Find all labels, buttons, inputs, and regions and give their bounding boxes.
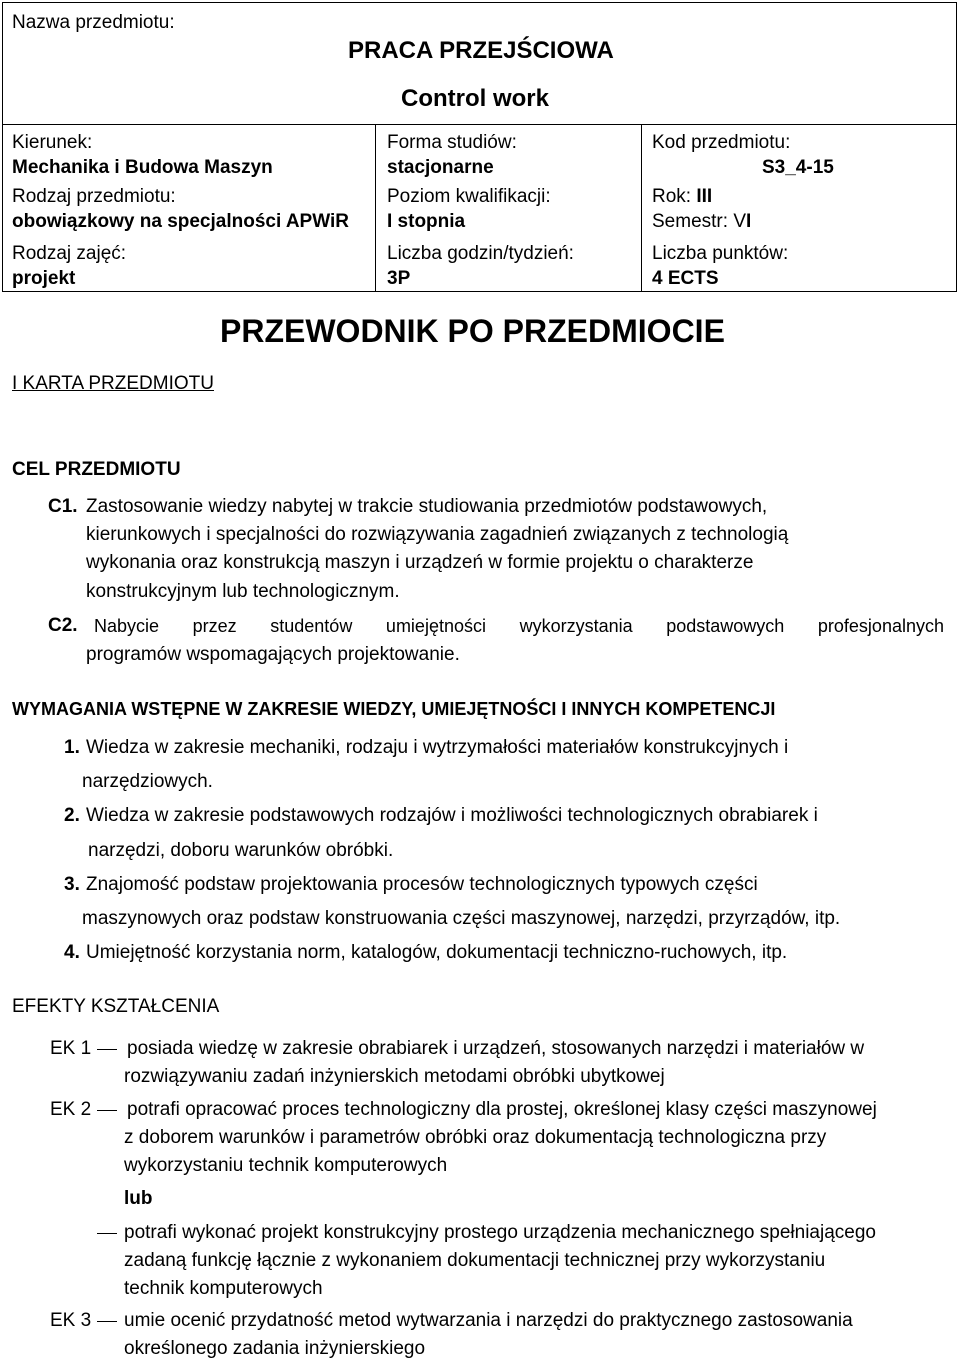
ek2-line-3: wykorzystaniu technik komputerowych xyxy=(124,1155,448,1176)
course-title-en: Control work xyxy=(401,85,549,112)
rok-row xyxy=(652,185,712,208)
c2-line-1: Nabycie przez studentów umiejętności wykorzystania podstawowych profesjonalnych xyxy=(94,616,944,636)
ek2-line-1: potrafi opracować proces technologiczny dla prostej, określonej klasy części maszynowej xyxy=(127,1099,877,1120)
rodzaj-zajec-label: Rodzaj zajęć: xyxy=(12,243,127,264)
punkty-value: 4 ECTS xyxy=(652,268,719,289)
c1-line-3: wykonania oraz konstrukcją maszyn i urządzeń w formie projektu o charakterze xyxy=(86,552,754,573)
ek3-line-1: umie ocenić przydatność metod wytwarzania i narzędzi do praktycznego zastosowania xyxy=(124,1310,853,1331)
req-1-num: 1. xyxy=(64,737,80,758)
ek3-line-2: określonego zadania inżynierskiego xyxy=(124,1338,426,1359)
ek3-dash xyxy=(97,1321,117,1322)
c1-line-4: konstrukcyjnym lub technologicznym. xyxy=(86,581,400,602)
lub-separator: lub xyxy=(124,1188,153,1209)
c1-label: C1. xyxy=(48,496,78,517)
header-divider xyxy=(2,124,957,125)
req-2-line-2: narzędzi, doboru warunków obróbki. xyxy=(88,840,394,861)
wymagania-heading: WYMAGANIA WSTĘPNE W ZAKRESIE WIEDZY, UMIEJĘTNOŚCI I INNYCH KOMPETENCJI xyxy=(12,699,776,719)
semestr-label: Semestr: xyxy=(652,211,729,232)
course-title-pl: PRACA PRZEJŚCIOWA xyxy=(348,37,614,64)
req-3-line-1: Znajomość podstaw projektowania procesów technologicznych typowych części xyxy=(86,874,758,895)
req-4-line-1: Umiejętność korzystania norm, katalogów, dokumentacji techniczno-ruchowych, itp. xyxy=(86,942,788,963)
kod-label: Kod przedmiotu: xyxy=(652,132,791,153)
forma-label: Forma studiów: xyxy=(387,132,517,153)
req-2-num: 2. xyxy=(64,805,80,826)
efekty-heading: EFEKTY KSZTAŁCENIA xyxy=(12,996,220,1017)
poziom-label: Poziom kwalifikacji: xyxy=(387,186,551,207)
rok-value: III xyxy=(696,186,713,207)
godziny-value: 3P xyxy=(387,268,411,289)
kod-value: S3_4-15 xyxy=(762,157,834,178)
ek2-label: EK 2 xyxy=(50,1099,92,1120)
col-divider-2 xyxy=(641,124,642,292)
ek2-line-2: z doborem warunków i parametrów obróbki oraz dokumentacją technologiczna przy xyxy=(124,1127,827,1148)
course-name-label: Nazwa przedmiotu: xyxy=(12,12,175,33)
req-2-line-1: Wiedza w zakresie podstawowych rodzajów i możliwości technologicznych obrabiarek i xyxy=(86,805,818,826)
semestr-value-bold: I xyxy=(746,211,752,232)
ek2b-dash xyxy=(97,1233,117,1234)
c2-label: C2. xyxy=(48,615,78,636)
req-3-line-2: maszynowych oraz podstaw konstruowania części maszynowej, narzędzi, przyrządów, itp. xyxy=(82,908,841,929)
punkty-label: Liczba punktów: xyxy=(652,243,789,264)
ek2-dash xyxy=(97,1110,117,1111)
c1-line-2: kierunkowych i specjalności do rozwiązywania zagadnień związanych z technologią xyxy=(86,524,789,545)
semestr-value-prefix: V xyxy=(733,211,746,232)
c1-line-1: Zastosowanie wiedzy nabytej w trakcie studiowania przedmiotów podstawowych, xyxy=(86,496,768,517)
ek1-label: EK 1 xyxy=(50,1038,92,1059)
cel-heading: CEL PRZEDMIOTU xyxy=(12,459,181,480)
ek3-label: EK 3 xyxy=(50,1310,92,1331)
rok-label: Rok: xyxy=(652,186,692,207)
guide-title: PRZEWODNIK PO PRZEDMIOCIE xyxy=(220,313,725,349)
ek1-line-2: rozwiązywaniu zadań inżynierskich metodami obróbki ubytkowej xyxy=(124,1066,665,1087)
c2-line-2: programów wspomagających projektowanie. xyxy=(86,644,460,665)
rodzaj-zajec-value: projekt xyxy=(12,268,76,289)
ek2b-line-3: technik komputerowych xyxy=(124,1278,323,1299)
poziom-value: I stopnia xyxy=(387,211,466,232)
rodzaj-przedmiotu-value: obowiązkowy na specjalności APWiR xyxy=(12,211,349,232)
karta-heading: I KARTA PRZEDMIOTU xyxy=(12,373,214,394)
req-1-line-2: narzędziowych. xyxy=(82,771,213,792)
kierunek-value: Mechanika i Budowa Maszyn xyxy=(12,157,273,178)
req-1-line-1: Wiedza w zakresie mechaniki, rodzaju i wytrzymałości materiałów konstrukcyjnych i xyxy=(86,737,789,758)
rodzaj-przedmiotu-label: Rodzaj przedmiotu: xyxy=(12,186,176,207)
req-4-num: 4. xyxy=(64,942,80,963)
ek1-dash xyxy=(97,1049,117,1050)
kierunek-label: Kierunek: xyxy=(12,132,93,153)
ek2b-line-1: potrafi wykonać projekt konstrukcyjny prostego urządzenia mechanicznego spełniającego xyxy=(124,1222,876,1243)
req-3-num: 3. xyxy=(64,874,80,895)
godziny-label: Liczba godzin/tydzień: xyxy=(387,243,574,264)
semestr-row xyxy=(652,210,751,233)
ek2b-line-2: zadaną funkcję łącznie z wykonaniem dokumentacji technicznej przy wykorzystaniu xyxy=(124,1250,826,1271)
forma-value: stacjonarne xyxy=(387,157,494,178)
col-divider-1 xyxy=(375,124,376,292)
ek1-line-1: posiada wiedzę w zakresie obrabiarek i urządzeń, stosowanych narzędzi i materiałów w xyxy=(127,1038,865,1059)
